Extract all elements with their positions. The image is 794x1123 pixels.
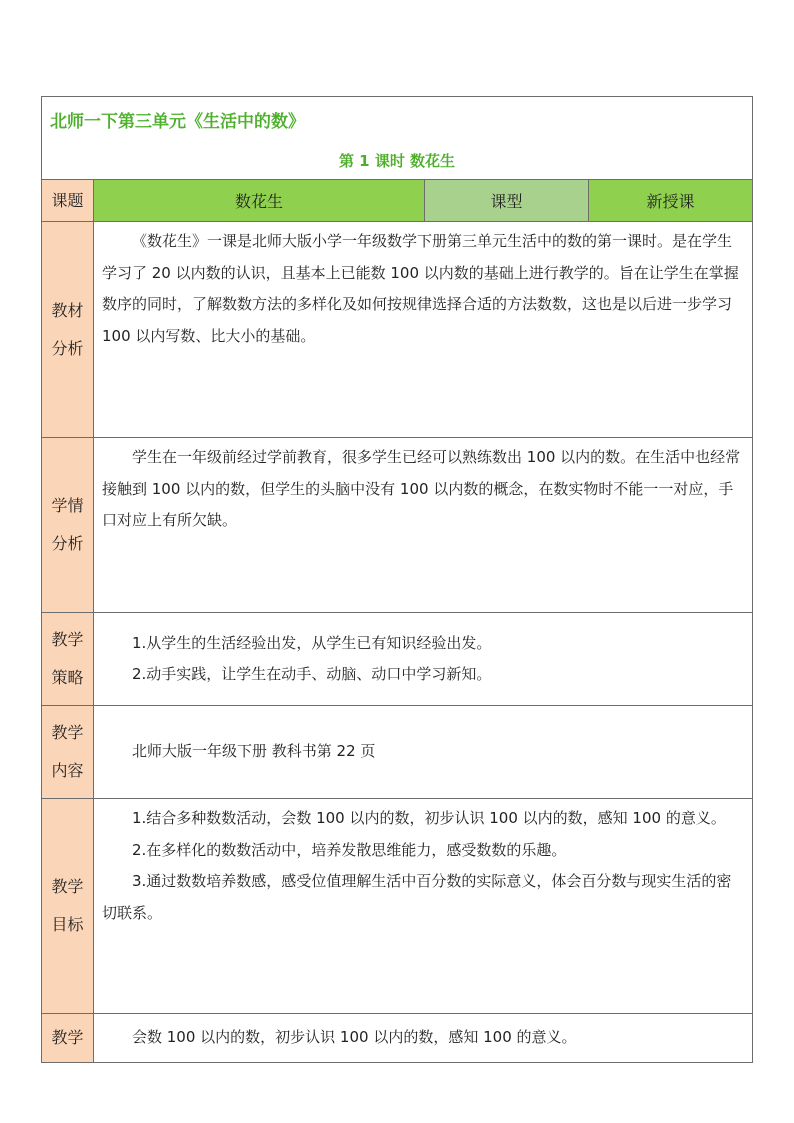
topic-value: 数花生 <box>94 180 425 222</box>
teaching-key-label: 教学 <box>42 1014 94 1063</box>
list-item: 1.从学生的生活经验出发，从学生已有知识经验出发。 <box>132 633 492 652</box>
student-analysis-content <box>94 438 753 613</box>
teaching-goals-label: 教学 目标 <box>42 799 94 1014</box>
teaching-content-content <box>94 706 753 799</box>
teaching-strategy-label: 教学 策略 <box>42 613 94 706</box>
lesson-plan-table <box>41 96 753 1063</box>
subtitle-row <box>42 141 753 180</box>
teaching-strategy-row <box>42 613 753 706</box>
teaching-goals-content <box>94 799 753 1014</box>
teaching-key-content <box>94 1014 753 1063</box>
teaching-goals-row <box>42 799 753 1014</box>
student-analysis-label: 学情 分析 <box>42 438 94 613</box>
textbook-analysis-row <box>42 222 753 438</box>
teaching-key-row <box>42 1014 753 1063</box>
student-analysis-text: 学生在一年级前经过学前教育，很多学生已经可以熟练数出 100 以内的数。在生活中也经常接触到 100 以内的数，但学生的头脑中没有 100 以内数的概念，在数实物时不能一一对应，手口对应上有所欠缺。 <box>102 448 741 529</box>
list-item: 2.动手实践，让学生在动手、动脑、动口中学习新知。 <box>132 665 492 683</box>
list-item: 2.在多样化的数数活动中，培养发散思维能力，感受数数的乐趣。 <box>132 840 567 859</box>
type-label: 课型 <box>425 180 589 222</box>
student-analysis-row <box>42 438 753 613</box>
lesson-plan-page <box>41 96 752 1063</box>
document-title: 北师一下第三单元《生活中的数》 <box>50 111 305 132</box>
title-row <box>42 97 753 142</box>
type-value: 新授课 <box>589 180 753 222</box>
teaching-content-text: 北师大版一年级下册 教科书第 22 页 <box>132 742 376 761</box>
teaching-key-text: 会数 100 以内的数，初步认识 100 以内的数，感知 100 的意义。 <box>132 1028 577 1047</box>
teaching-content-label: 教学 内容 <box>42 706 94 799</box>
list-item: 1.结合多种数数活动，会数 100 以内的数，初步认识 100 以内的数，感知 100 的意义。 <box>132 809 726 827</box>
header-row <box>42 180 753 222</box>
teaching-content-row <box>42 706 753 799</box>
teaching-strategy-content <box>94 613 753 706</box>
textbook-analysis-label: 教材 分析 <box>42 222 94 438</box>
textbook-analysis-text: 《数花生》一课是北师大版小学一年级数学下册第三单元生活中的数的第一课时。是在学生学习了 20 以内数的认识，且基本上已能数 100 以内数的基础上进行教学的。旨在让学生在掌握数序的同时，了解数数方法的多样化及如何按规律选择合适的方法数数，这也是以后进一步学习 100 以内写数、比大小的基础。 <box>102 232 739 345</box>
lesson-subtitle: 第 1 课时 数花生 <box>338 151 456 170</box>
textbook-analysis-content <box>94 222 753 438</box>
list-item: 3.通过数数培养数感，感受位值理解生活中百分数的实际意义，体会百分数与现实生活的密切联系。 <box>102 872 732 922</box>
topic-label: 课题 <box>42 180 94 222</box>
